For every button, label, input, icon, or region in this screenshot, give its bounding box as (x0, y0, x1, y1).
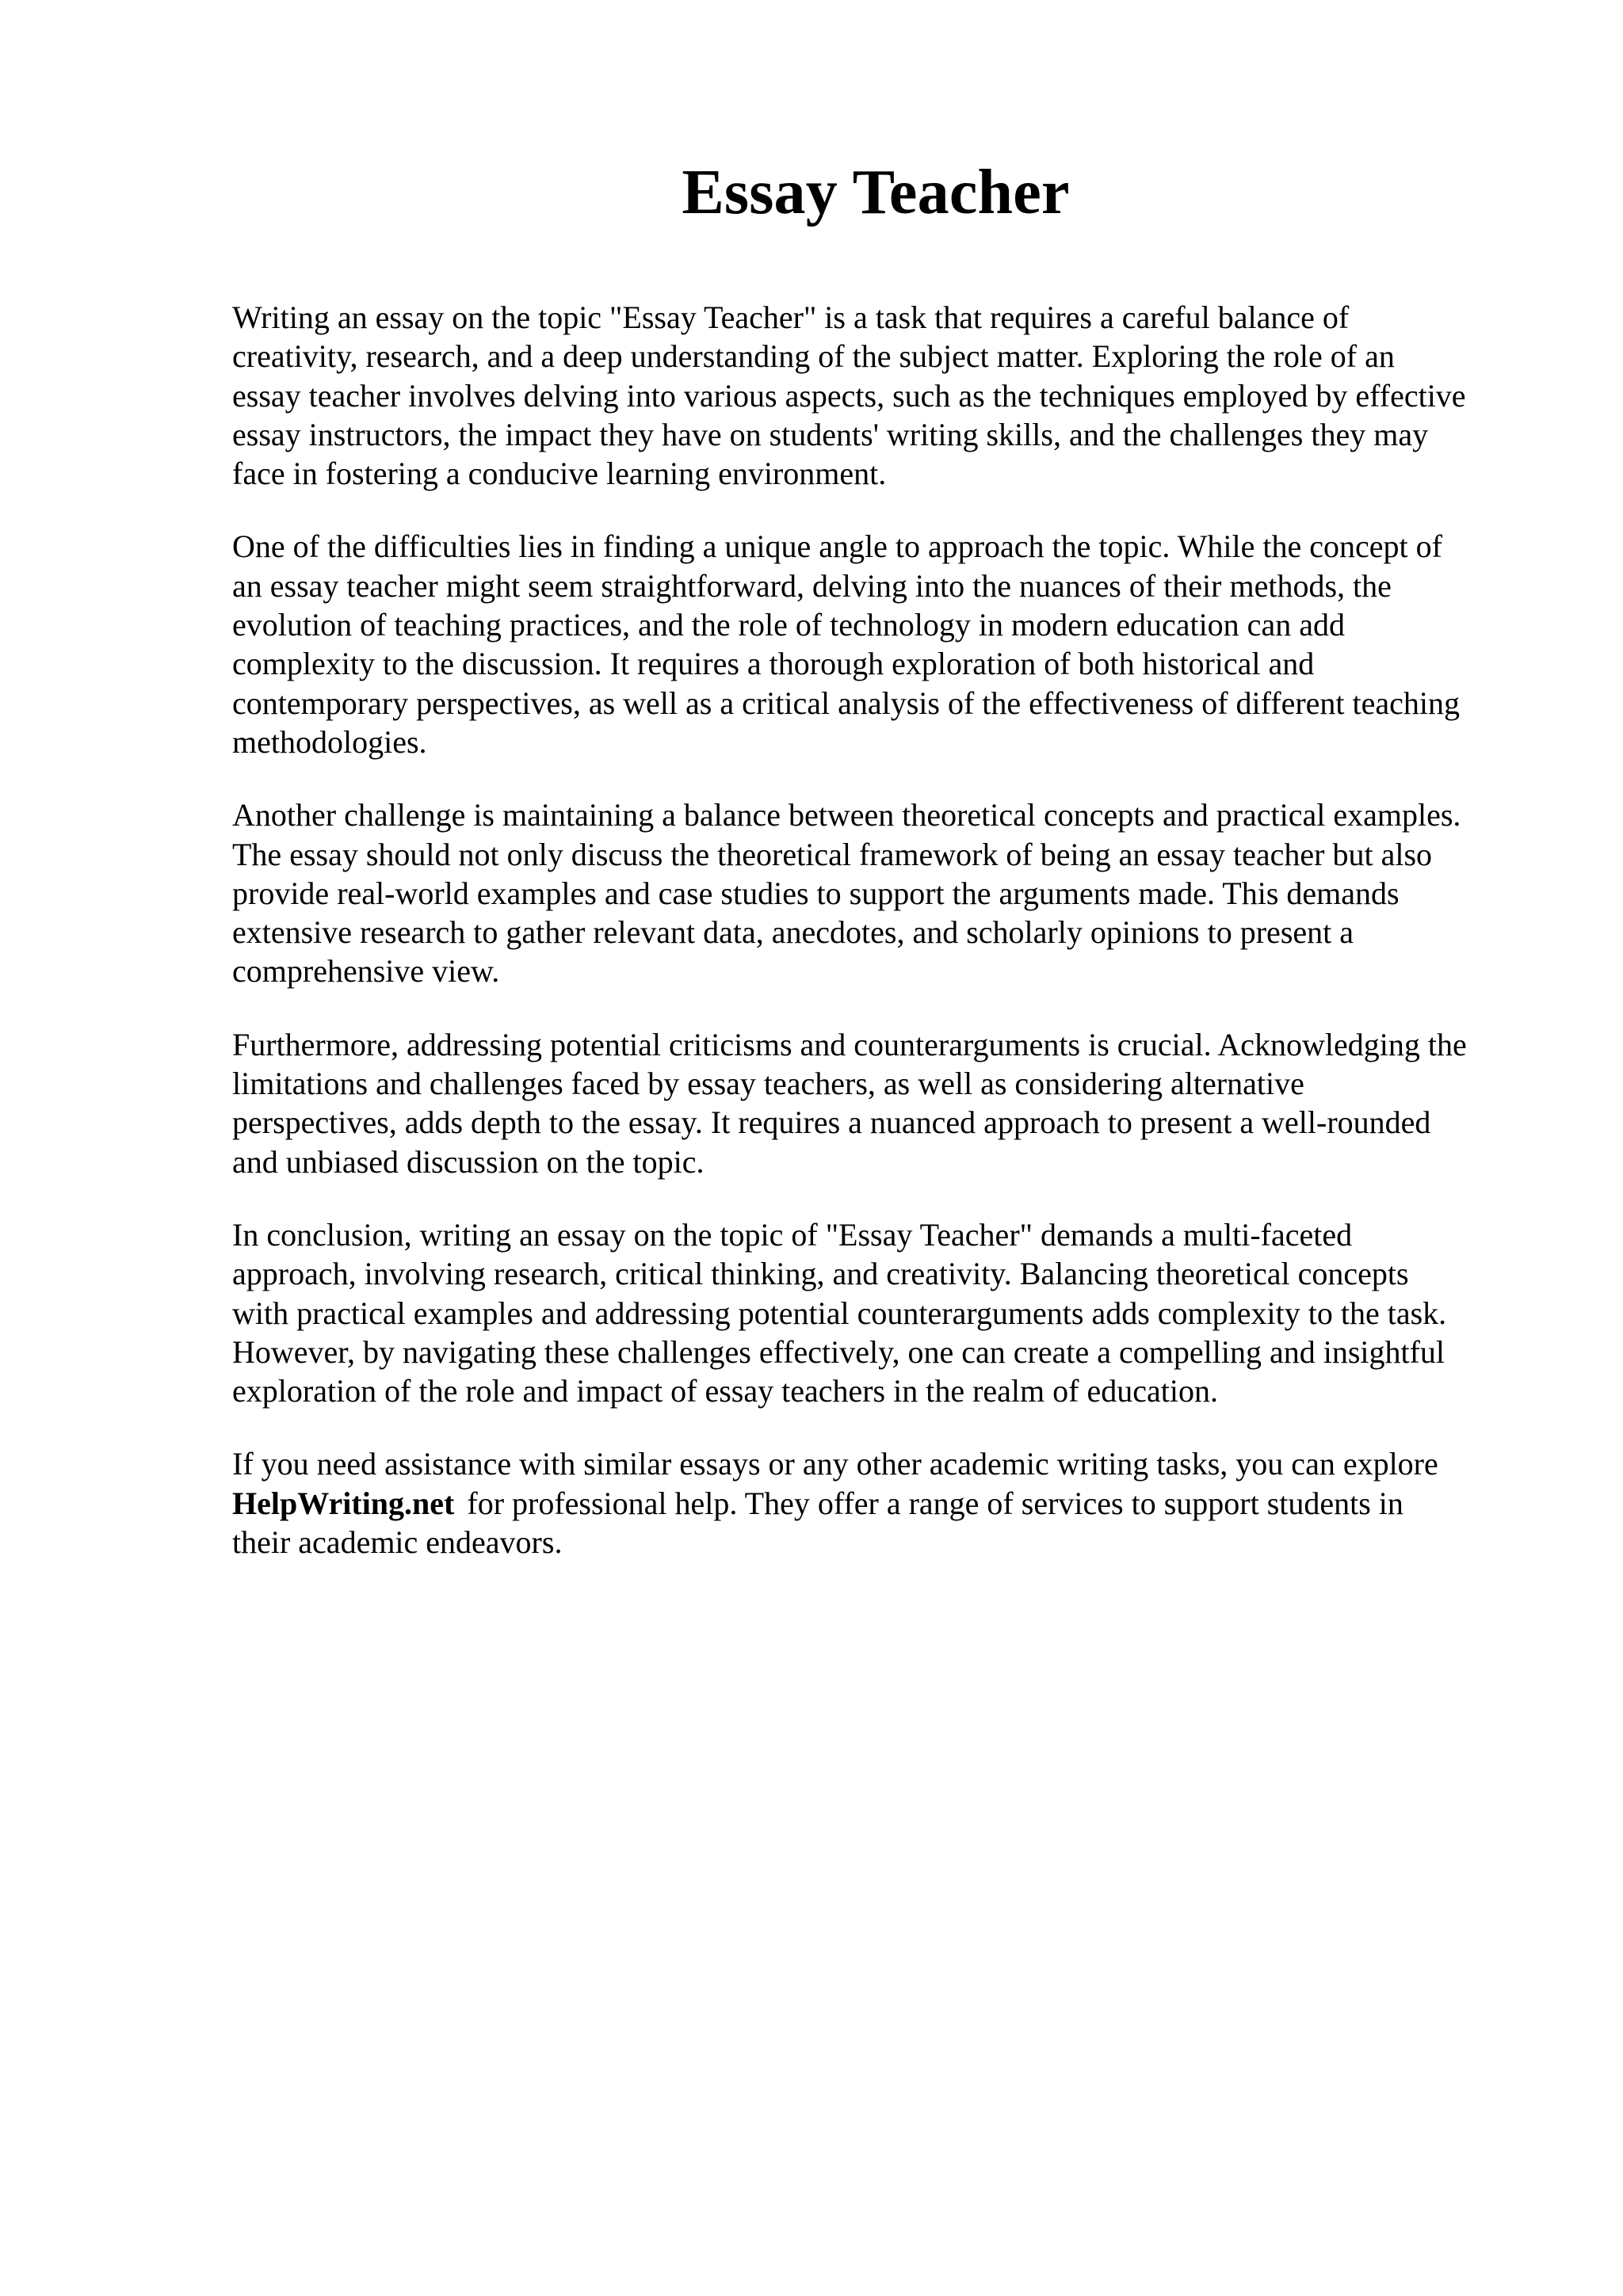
text-line: Writing an essay on the topic "Essay Teacher" is a task that requires a careful balance of (232, 299, 1350, 335)
text-line: perspectives, adds depth to the essay. It requires a nuanced approach to present a well-rounded (232, 1104, 1431, 1141)
text-line: with practical examples and addressing potential counterarguments adds complexity to the task. (232, 1295, 1447, 1331)
text-line: The essay should not only discuss the theoretical framework of being an essay teacher but also (232, 836, 1433, 872)
text-line: creativity, research, and a deep understanding of the subject matter. Exploring the role of an (232, 338, 1395, 375)
text-line: their academic endeavors. (232, 1524, 563, 1561)
text-line: face in fostering a conducive learning environment. (232, 456, 887, 492)
text-line: evolution of teaching practices, and the role of technology in modern education can add (232, 607, 1345, 643)
text-line: comprehensive view. (232, 953, 500, 990)
text-line: provide real-world examples and case studies to support the arguments made. This demands (232, 875, 1400, 911)
text-line: essay instructors, the impact they have on students' writing skills, and the challenges they may (232, 416, 1429, 452)
document-title: Essay Teacher (682, 158, 1070, 227)
text-line: However, by navigating these challenges effectively, one can create a compelling and insightful (232, 1333, 1445, 1370)
text-line: extensive research to gather relevant data, anecdotes, and scholarly opinions to present a (232, 914, 1354, 951)
text-line: In conclusion, writing an essay on the topic of "Essay Teacher" demands a multi-faceted (232, 1216, 1353, 1253)
text-line: essay teacher involves delving into various aspects, such as the techniques employed by effective (232, 377, 1466, 414)
closing-line-rest: for professional help. They offer a range of services to support students in (467, 1485, 1403, 1521)
text-line: limitations and challenges faced by essay teachers, as well as considering alternative (232, 1066, 1304, 1102)
helpwriting-link[interactable]: HelpWriting.net (232, 1485, 455, 1521)
text-line: Another challenge is maintaining a balance between theoretical concepts and practical examples. (232, 797, 1461, 833)
paragraph-balance (232, 795, 1532, 990)
paragraph-criticisms (232, 1025, 1532, 1181)
paragraph-closing (232, 1444, 1532, 1562)
paragraph-difficulties (232, 527, 1532, 761)
closing-line-with-link (232, 1484, 1532, 1523)
text-line: approach, involving research, critical thinking, and creativity. Balancing theoretical concepts (232, 1256, 1409, 1292)
paragraph-intro (232, 298, 1532, 493)
text-line: methodologies. (232, 723, 427, 760)
text-line: One of the difficulties lies in finding a unique angle to approach the topic. While the concept of (232, 528, 1442, 565)
text-line: complexity to the discussion. It requires a thorough exploration of both historical and (232, 646, 1315, 682)
text-line: contemporary perspectives, as well as a critical analysis of the effectiveness of different teaching (232, 685, 1461, 721)
text-line: If you need assistance with similar essays or any other academic writing tasks, you can explore (232, 1446, 1438, 1482)
text-line: an essay teacher might seem straightforward, delving into the nuances of their methods, the (232, 567, 1392, 604)
text-line: and unbiased discussion on the topic. (232, 1143, 705, 1180)
document-body (232, 298, 1532, 1596)
text-line: exploration of the role and impact of essay teachers in the realm of education. (232, 1373, 1218, 1409)
paragraph-conclusion (232, 1215, 1532, 1410)
text-line: Furthermore, addressing potential criticisms and counterarguments is crucial. Acknowledging the (232, 1026, 1467, 1062)
